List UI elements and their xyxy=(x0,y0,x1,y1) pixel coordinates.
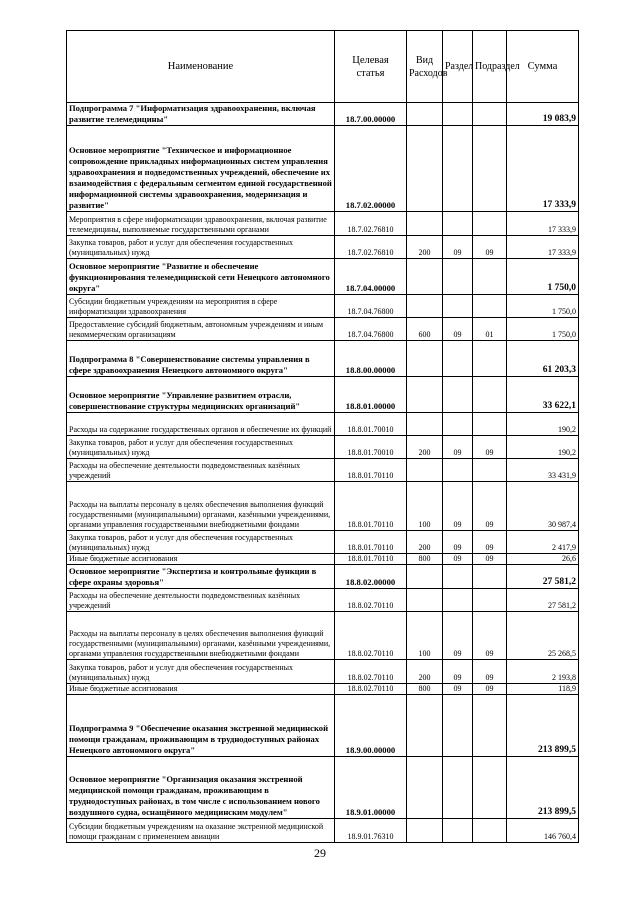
row-code-cell: 18.8.02.70110 xyxy=(335,660,407,684)
row-sum-cell: 1 750,0 xyxy=(507,259,579,295)
row-vid-cell xyxy=(407,212,443,236)
row-name-cell: Расходы на обеспечение деятельности подведомственных казённых учреждений xyxy=(67,589,335,612)
row-razdel-cell xyxy=(443,126,473,212)
table-row xyxy=(67,259,579,295)
row-vid-cell xyxy=(407,103,443,126)
row-name-cell: Иные бюджетные ассигнования xyxy=(67,554,335,565)
row-name-cell: Закупка товаров, работ и услуг для обеспечения государственных (муниципальных) нужд xyxy=(67,436,335,459)
row-code-cell: 18.8.01.70110 xyxy=(335,459,407,482)
row-vid-cell xyxy=(407,589,443,612)
row-vid-cell: 800 xyxy=(407,684,443,695)
table-row xyxy=(67,377,579,413)
row-sum-cell: 33 431,9 xyxy=(507,459,579,482)
row-podrazdel-cell xyxy=(473,819,507,843)
row-vid-cell: 200 xyxy=(407,531,443,554)
row-sum-cell: 25 268,5 xyxy=(507,612,579,660)
row-code-cell: 18.9.00.00000 xyxy=(335,695,407,757)
row-podrazdel-cell: 09 xyxy=(473,436,507,459)
row-name-cell: Расходы на выплаты персоналу в целях обеспечения выполнения функций государственными (муниципальными) органами, казёнными учреждениями, органами управления государственными внебюджетными фондами xyxy=(67,482,335,531)
row-podrazdel-cell xyxy=(473,103,507,126)
row-sum-cell: 17 333,9 xyxy=(507,212,579,236)
table-row xyxy=(67,660,579,684)
row-vid-cell: 800 xyxy=(407,554,443,565)
row-sum-cell: 61 203,3 xyxy=(507,341,579,377)
row-podrazdel-cell xyxy=(473,565,507,589)
row-code-cell: 18.7.04.00000 xyxy=(335,259,407,295)
row-vid-cell xyxy=(407,757,443,819)
row-razdel-cell: 09 xyxy=(443,612,473,660)
row-razdel-cell xyxy=(443,295,473,318)
row-name-cell: Подпрограмма 9 "Обеспечение оказания экстренной медицинской помощи гражданам, проживающим в труднодоступных районах Ненецкого автономного округа" xyxy=(67,695,335,757)
row-podrazdel-cell: 09 xyxy=(473,684,507,695)
table-row xyxy=(67,341,579,377)
row-razdel-cell xyxy=(443,757,473,819)
row-razdel-cell xyxy=(443,212,473,236)
row-vid-cell: 200 xyxy=(407,436,443,459)
row-razdel-cell: 09 xyxy=(443,554,473,565)
table-row xyxy=(67,318,579,341)
row-code-cell: 18.7.04.76800 xyxy=(335,318,407,341)
row-code-cell: 18.8.01.70110 xyxy=(335,531,407,554)
row-name-cell: Подпрограмма 7 "Информатизация здравоохранения, включая развитие телемедицины" xyxy=(67,103,335,126)
row-vid-cell: 100 xyxy=(407,612,443,660)
row-podrazdel-cell xyxy=(473,459,507,482)
row-vid-cell xyxy=(407,126,443,212)
row-sum-cell: 190,2 xyxy=(507,413,579,436)
row-name-cell: Основное мероприятие "Техническое и информационное сопровождение прикладных информационных систем управления здравоохранения и подведомственных учреждений, обеспечение их взаимодействия с федеральным сегментом единой государственной информационной системы здравоохранения, модернизация и развитие" xyxy=(67,126,335,212)
table-row xyxy=(67,295,579,318)
row-sum-cell: 27 581,2 xyxy=(507,565,579,589)
row-razdel-cell xyxy=(443,589,473,612)
table-row xyxy=(67,589,579,612)
row-code-cell: 18.7.02.76810 xyxy=(335,212,407,236)
row-name-cell: Мероприятия в сфере информатизации здравоохранения, включая развитие телемедицины, выполняемые государственными органами xyxy=(67,212,335,236)
row-podrazdel-cell: 09 xyxy=(473,612,507,660)
table-row xyxy=(67,565,579,589)
row-name-cell: Основное мероприятие "Развитие и обеспечение функционирования телемедицинской сети Ненецкого автономного округа" xyxy=(67,259,335,295)
row-name-cell: Предоставление субсидий бюджетным, автономным учреждениям и иным некоммерческим организациям xyxy=(67,318,335,341)
row-razdel-cell: 09 xyxy=(443,318,473,341)
page-number: 29 xyxy=(314,846,326,860)
row-vid-cell xyxy=(407,413,443,436)
row-razdel-cell xyxy=(443,259,473,295)
row-name-cell: Закупка товаров, работ и услуг для обеспечения государственных (муниципальных) нужд xyxy=(67,531,335,554)
row-sum-cell: 33 622,1 xyxy=(507,377,579,413)
row-razdel-cell xyxy=(443,103,473,126)
row-name-cell: Субсидии бюджетным учреждениям на мероприятия в сфере информатизации здравоохранения xyxy=(67,295,335,318)
row-vid-cell xyxy=(407,565,443,589)
row-razdel-cell xyxy=(443,341,473,377)
row-code-cell: 18.8.02.00000 xyxy=(335,565,407,589)
row-vid-cell xyxy=(407,259,443,295)
row-vid-cell xyxy=(407,295,443,318)
row-sum-cell: 19 083,9 xyxy=(507,103,579,126)
row-vid-cell: 200 xyxy=(407,236,443,259)
table-body xyxy=(67,103,579,843)
table-row xyxy=(67,695,579,757)
row-code-cell: 18.7.02.00000 xyxy=(335,126,407,212)
header-vid: Вид Расходов xyxy=(407,31,443,103)
row-code-cell: 18.9.01.00000 xyxy=(335,757,407,819)
row-sum-cell: 17 333,9 xyxy=(507,236,579,259)
table-row xyxy=(67,819,579,843)
row-code-cell: 18.7.00.00000 xyxy=(335,103,407,126)
row-razdel-cell: 09 xyxy=(443,684,473,695)
budget-table xyxy=(66,30,579,843)
row-name-cell: Расходы на выплаты персоналу в целях обеспечения выполнения функций государственными (муниципальными) органами, казёнными учреждениями, органами управления государственными внебюджетными фондами xyxy=(67,612,335,660)
row-razdel-cell xyxy=(443,565,473,589)
row-podrazdel-cell: 09 xyxy=(473,660,507,684)
row-code-cell: 18.8.02.70110 xyxy=(335,684,407,695)
row-sum-cell: 2 193,8 xyxy=(507,660,579,684)
row-razdel-cell xyxy=(443,695,473,757)
row-podrazdel-cell: 01 xyxy=(473,318,507,341)
row-name-cell: Закупка товаров, работ и услуг для обеспечения государственных (муниципальных) нужд xyxy=(67,660,335,684)
row-sum-cell: 1 750,0 xyxy=(507,295,579,318)
row-vid-cell: 200 xyxy=(407,660,443,684)
row-code-cell: 18.8.01.70010 xyxy=(335,436,407,459)
row-name-cell: Закупка товаров, работ и услуг для обеспечения государственных (муниципальных) нужд xyxy=(67,236,335,259)
row-sum-cell: 118,9 xyxy=(507,684,579,695)
row-name-cell: Подпрограмма 8 "Совершенствование системы управления в сфере здравоохранения Ненецкого автономного округа" xyxy=(67,341,335,377)
row-name-cell: Иные бюджетные ассигнования xyxy=(67,684,335,695)
table-row xyxy=(67,212,579,236)
row-name-cell: Расходы на содержание государственных органов и обеспечение их функций xyxy=(67,413,335,436)
row-podrazdel-cell xyxy=(473,589,507,612)
table-header-row xyxy=(67,31,579,103)
row-razdel-cell xyxy=(443,819,473,843)
table-row xyxy=(67,684,579,695)
table-row xyxy=(67,103,579,126)
row-vid-cell xyxy=(407,377,443,413)
row-sum-cell: 26,6 xyxy=(507,554,579,565)
row-sum-cell: 1 750,0 xyxy=(507,318,579,341)
row-code-cell: 18.8.00.00000 xyxy=(335,341,407,377)
row-code-cell: 18.8.01.00000 xyxy=(335,377,407,413)
row-sum-cell: 213 899,5 xyxy=(507,757,579,819)
table-row xyxy=(67,554,579,565)
row-razdel-cell xyxy=(443,377,473,413)
row-podrazdel-cell xyxy=(473,695,507,757)
row-vid-cell xyxy=(407,819,443,843)
row-vid-cell xyxy=(407,695,443,757)
table-row xyxy=(67,413,579,436)
row-podrazdel-cell xyxy=(473,259,507,295)
row-podrazdel-cell xyxy=(473,295,507,318)
row-name-cell: Основное мероприятие "Управление развитием отрасли, совершенствование структуры медицинских организаций" xyxy=(67,377,335,413)
row-vid-cell xyxy=(407,341,443,377)
row-sum-cell: 17 333,9 xyxy=(507,126,579,212)
row-name-cell: Основное мероприятие "Экспертиза и контрольные функции в сфере охраны здоровья" xyxy=(67,565,335,589)
row-code-cell: 18.8.01.70010 xyxy=(335,413,407,436)
row-podrazdel-cell: 09 xyxy=(473,236,507,259)
row-code-cell: 18.7.04.76800 xyxy=(335,295,407,318)
row-podrazdel-cell xyxy=(473,757,507,819)
row-podrazdel-cell xyxy=(473,126,507,212)
row-razdel-cell: 09 xyxy=(443,531,473,554)
header-name: Наименование xyxy=(67,31,335,103)
row-code-cell: 18.8.01.70110 xyxy=(335,482,407,531)
row-name-cell: Расходы на обеспечение деятельности подведомственных казённых учреждений xyxy=(67,459,335,482)
header-sum: Сумма xyxy=(507,31,579,103)
row-vid-cell: 100 xyxy=(407,482,443,531)
table-row xyxy=(67,482,579,531)
row-vid-cell: 600 xyxy=(407,318,443,341)
row-sum-cell: 213 899,5 xyxy=(507,695,579,757)
table-row xyxy=(67,236,579,259)
row-razdel-cell xyxy=(443,459,473,482)
row-podrazdel-cell xyxy=(473,413,507,436)
row-razdel-cell: 09 xyxy=(443,436,473,459)
row-sum-cell: 30 987,4 xyxy=(507,482,579,531)
row-razdel-cell xyxy=(443,413,473,436)
row-razdel-cell: 09 xyxy=(443,482,473,531)
table-row xyxy=(67,757,579,819)
row-code-cell: 18.8.02.70110 xyxy=(335,589,407,612)
header-razdel: Раздел xyxy=(443,31,473,103)
row-name-cell: Основное мероприятие "Организация оказания экстренной медицинской помощи гражданам, проживающим в труднодоступных районах, в том числе с использованием нового воздушного судна, оснащённого медицинским модулем" xyxy=(67,757,335,819)
row-podrazdel-cell: 09 xyxy=(473,554,507,565)
row-razdel-cell: 09 xyxy=(443,660,473,684)
table-row xyxy=(67,459,579,482)
row-sum-cell: 27 581,2 xyxy=(507,589,579,612)
table-row xyxy=(67,612,579,660)
row-code-cell: 18.8.02.70110 xyxy=(335,612,407,660)
row-podrazdel-cell xyxy=(473,341,507,377)
row-name-cell: Субсидии бюджетным учреждениям на оказание экстренной медицинской помощи гражданам с применением авиации xyxy=(67,819,335,843)
row-podrazdel-cell xyxy=(473,212,507,236)
row-podrazdel-cell: 09 xyxy=(473,531,507,554)
row-vid-cell xyxy=(407,459,443,482)
row-podrazdel-cell xyxy=(473,377,507,413)
row-sum-cell: 2 417,9 xyxy=(507,531,579,554)
row-podrazdel-cell: 09 xyxy=(473,482,507,531)
row-code-cell: 18.7.02.76810 xyxy=(335,236,407,259)
row-code-cell: 18.9.01.76310 xyxy=(335,819,407,843)
table-row xyxy=(67,126,579,212)
row-sum-cell: 146 760,4 xyxy=(507,819,579,843)
row-code-cell: 18.8.01.70110 xyxy=(335,554,407,565)
header-code: Целевая статья xyxy=(335,31,407,103)
table-row xyxy=(67,531,579,554)
table-row xyxy=(67,436,579,459)
header-podrazdel: Подраздел xyxy=(473,31,507,103)
row-razdel-cell: 09 xyxy=(443,236,473,259)
row-sum-cell: 190,2 xyxy=(507,436,579,459)
